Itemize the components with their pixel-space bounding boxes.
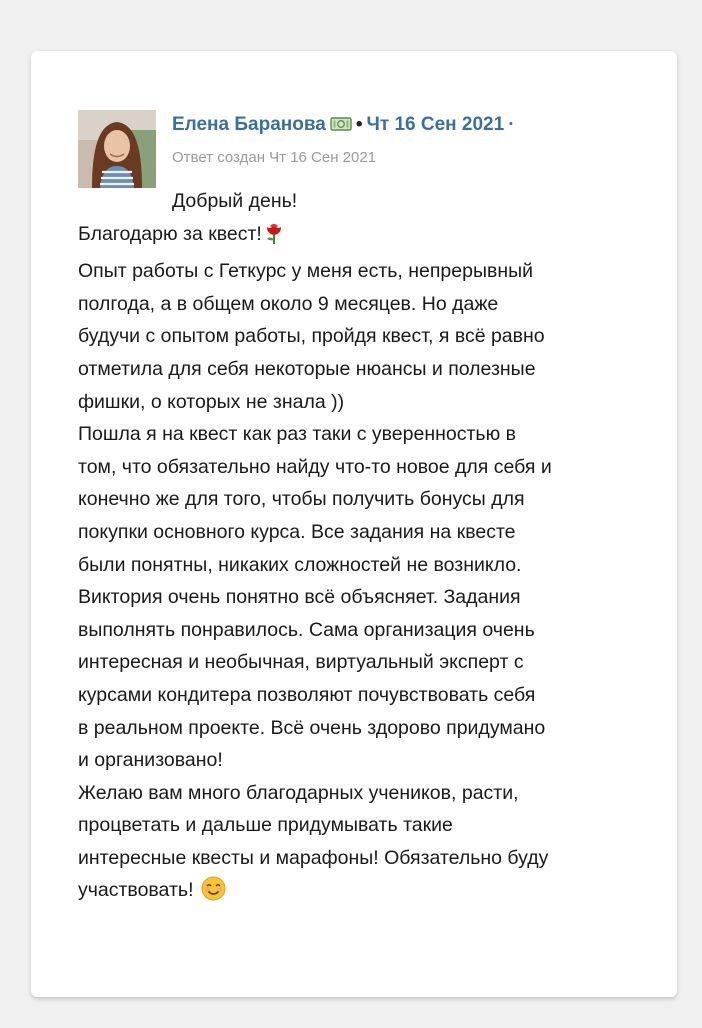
- avatar[interactable]: [78, 110, 156, 188]
- review-line-text: участвовать!: [78, 879, 194, 902]
- review-line: интересная и необычная, виртуальный эксперт с: [78, 651, 524, 674]
- review-line-with-rose: [78, 218, 638, 256]
- review-line: выполнять понравилось. Сама организация очень: [78, 618, 535, 641]
- review-line: интересные квесты и марафоны! Обязательно буду: [78, 846, 549, 869]
- review-line-with-smile: [78, 874, 638, 912]
- review-line: были понятны, никаких сложностей не возникло.: [78, 553, 522, 576]
- created-label: Ответ создан Чт 16 Сен 2021: [172, 149, 377, 166]
- review-card: [31, 51, 677, 997]
- avatar-photo: [78, 110, 156, 188]
- review-meta: [172, 113, 657, 167]
- review-line: Виктория очень понятно всё объясняет. Задания: [78, 586, 521, 609]
- separator-dot: •: [355, 114, 363, 135]
- review-line: фишки, о которых не знала )): [78, 390, 345, 413]
- review-line: процветать и дальше придумывать такие: [78, 814, 453, 837]
- review-line: Желаю вам много благодарных учеников, расти,: [78, 781, 519, 804]
- money-bill-icon: [330, 115, 352, 139]
- author-line: [172, 113, 657, 139]
- review-line: и организовано!: [78, 749, 223, 772]
- review-line: в реальном проекте. Всё очень здорово придумано: [78, 716, 546, 739]
- review-line: полгода, а в общем около 9 месяцев. Но даже: [78, 292, 499, 315]
- review-text: [78, 185, 638, 912]
- review-line: курсами кондитера позволяют почувствовать себя: [78, 683, 536, 706]
- rose-icon: [264, 221, 284, 256]
- review-line: Опыт работы с Геткурс у меня есть, непрерывный: [78, 260, 534, 283]
- review-date[interactable]: Чт 16 Сен 2021: [366, 114, 505, 135]
- review-line: покупки основного курса. Все задания на квесте: [78, 520, 516, 543]
- review-line: Добрый день!: [172, 190, 298, 212]
- review-line: отметила для себя некоторые нюансы и полезные: [78, 357, 536, 380]
- review-line-text: Благодарю за квест!: [78, 222, 262, 245]
- review-line: том, что обязательно найду что-то новое для себя и: [78, 455, 552, 478]
- review-line: конечно же для того, чтобы получить бонусы для: [78, 488, 525, 511]
- author-name[interactable]: Елена Баранова: [172, 114, 326, 135]
- separator-dot-trailing: ·: [508, 114, 515, 135]
- smiling-face-icon: [201, 876, 226, 912]
- review-line: Пошла я на квест как раз таки с уверенностью в: [78, 423, 516, 446]
- review-line: будучи с опытом работы, пройдя квест, я всё равно: [78, 325, 545, 348]
